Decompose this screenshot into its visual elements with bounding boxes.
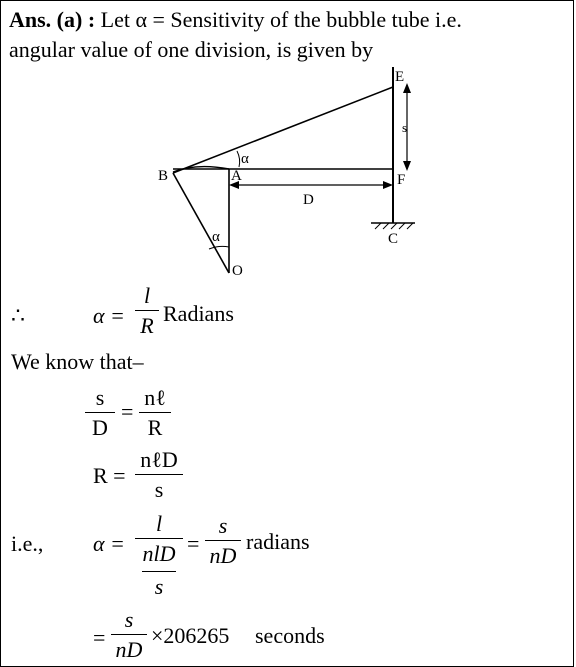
eq5-times: ×206265 <box>151 623 230 648</box>
eq4-denominator-top: nlD <box>142 541 176 566</box>
label-alpha-top: α <box>241 151 249 167</box>
therefore-symbol: ∴ <box>11 303 25 328</box>
eq1-fraction <box>135 285 159 337</box>
eq4-numerator: l <box>155 511 163 536</box>
eq4-second-fraction <box>205 515 241 567</box>
label-a: A <box>231 168 242 184</box>
label-d: D <box>303 192 314 208</box>
eq4-equals: = <box>187 531 200 556</box>
eq1-lhs: α = <box>93 303 125 328</box>
eq5-equals: = <box>93 625 106 650</box>
label-o: O <box>232 263 243 279</box>
eq2-equals: = <box>121 399 134 424</box>
eq3-numerator: nℓD <box>140 447 178 472</box>
eq5-numerator: s <box>124 607 134 632</box>
intro-text-1: Let α = Sensitivity of the bubble tube i.e. <box>100 7 462 32</box>
eq2-left-numerator: s <box>95 385 105 410</box>
eq4-second-numerator: s <box>218 513 228 538</box>
label-f: F <box>397 172 406 188</box>
eq1-denominator: R <box>140 313 154 338</box>
ie-text: i.e., <box>11 531 44 556</box>
intro-line-2: angular value of one division, is given by <box>9 37 374 62</box>
eq3-fraction <box>135 449 183 501</box>
label-e: E <box>395 69 405 85</box>
label-alpha-bottom: α <box>212 229 220 245</box>
bubble-tube-diagram <box>1 1 575 291</box>
eq5-fraction <box>111 609 147 661</box>
eq2-left-fraction <box>85 387 115 439</box>
eq2-right-numerator: nℓ <box>144 385 166 410</box>
eq5-unit: seconds <box>255 623 325 648</box>
label-b: B <box>158 168 169 184</box>
eq1-numerator: l <box>143 283 151 308</box>
label-c: C <box>388 231 399 247</box>
eq2-left-denominator: D <box>92 415 108 440</box>
eq4-second-denominator: nD <box>209 543 237 568</box>
eq2-right-denominator: R <box>147 415 163 440</box>
eq1-unit: Radians <box>163 301 234 326</box>
label-s: s <box>402 120 408 135</box>
eq3-lhs: R = <box>93 463 126 488</box>
we-know-text: We know that– <box>11 349 144 374</box>
eq2-right-fraction <box>139 387 171 439</box>
eq5-denominator: nD <box>115 637 143 662</box>
eq4-compound-fraction <box>135 513 183 598</box>
eq4-unit: radians <box>246 529 310 554</box>
eq4-denominator-bottom: s <box>154 574 164 599</box>
eq4-lhs: α = <box>93 531 125 556</box>
answer-label: Ans. (a) : <box>9 7 96 32</box>
eq3-denominator: s <box>154 477 164 502</box>
